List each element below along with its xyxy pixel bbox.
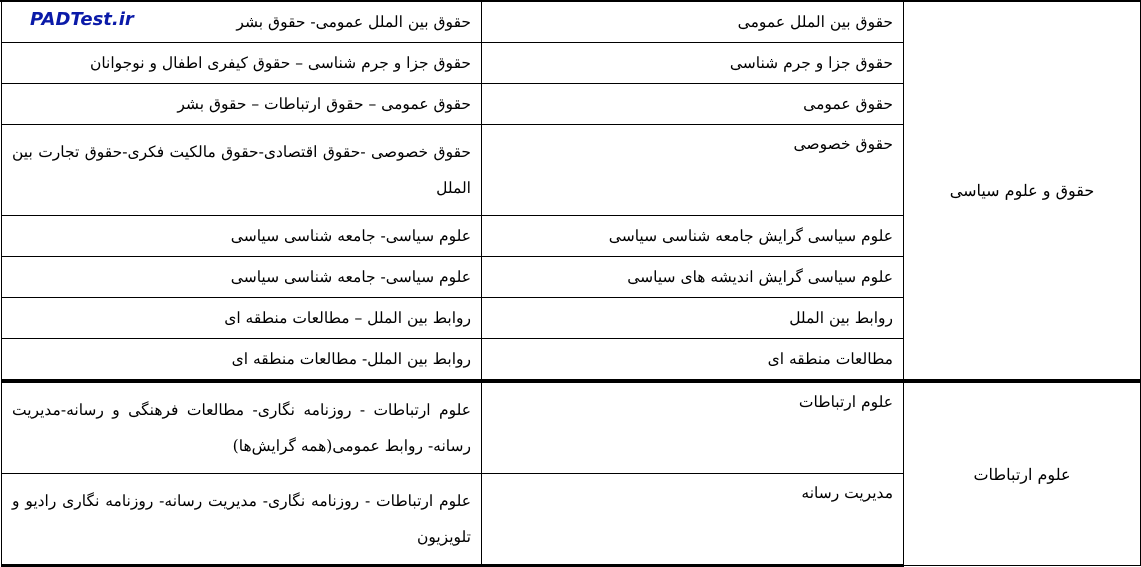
field-mapping-table — [1, 1, 1141, 567]
field-cell: مطالعات منطقه ای — [482, 339, 904, 382]
subfield-cell: حقوق جزا و جرم شناسی – حقوق کیفری اطفال و نوجوانان — [2, 43, 482, 84]
table-row — [2, 2, 1141, 43]
field-cell: مدیریت رسانه — [482, 474, 904, 566]
watermark-logo: PADTest.ir — [30, 9, 134, 30]
group-cell: حقوق و علوم سیاسی — [904, 2, 1141, 382]
subfield-cell: علوم ارتباطات - روزنامه نگاری- مدیریت رسانه- روزنامه نگاری رادیو و تلویزیون — [2, 474, 482, 566]
field-cell: حقوق خصوصی — [482, 125, 904, 216]
field-cell: حقوق بین الملل عمومی — [482, 2, 904, 43]
subfield-cell: روابط بین الملل – مطالعات منطقه ای — [2, 298, 482, 339]
subfield-cell: روابط بین الملل- مطالعات منطقه ای — [2, 339, 482, 382]
field-cell: روابط بین الملل — [482, 298, 904, 339]
field-cell: علوم سیاسی گرایش اندیشه های سیاسی — [482, 257, 904, 298]
subfield-cell: علوم سیاسی- جامعه شناسی سیاسی — [2, 257, 482, 298]
subfield-cell: حقوق عمومی – حقوق ارتباطات – حقوق بشر — [2, 84, 482, 125]
group-cell: علوم ارتباطات — [904, 381, 1141, 566]
subfield-cell: علوم سیاسی- جامعه شناسی سیاسی — [2, 216, 482, 257]
field-cell: علوم سیاسی گرایش جامعه شناسی سیاسی — [482, 216, 904, 257]
subfield-cell: حقوق بین الملل عمومی- حقوق بشر — [2, 2, 482, 43]
field-cell: حقوق جزا و جرم شناسی — [482, 43, 904, 84]
field-cell: حقوق عمومی — [482, 84, 904, 125]
field-cell: علوم ارتباطات — [482, 381, 904, 474]
table-row — [2, 381, 1141, 474]
subfield-cell: حقوق خصوصی -حقوق اقتصادی-حقوق مالکیت فکری-حقوق تجارت بین الملل — [2, 125, 482, 216]
subfield-cell: علوم ارتباطات - روزنامه نگاری- مطالعات فرهنگی و رسانه-مدیریت رسانه- روابط عمومی(همه گرایش‌ها) — [2, 381, 482, 474]
